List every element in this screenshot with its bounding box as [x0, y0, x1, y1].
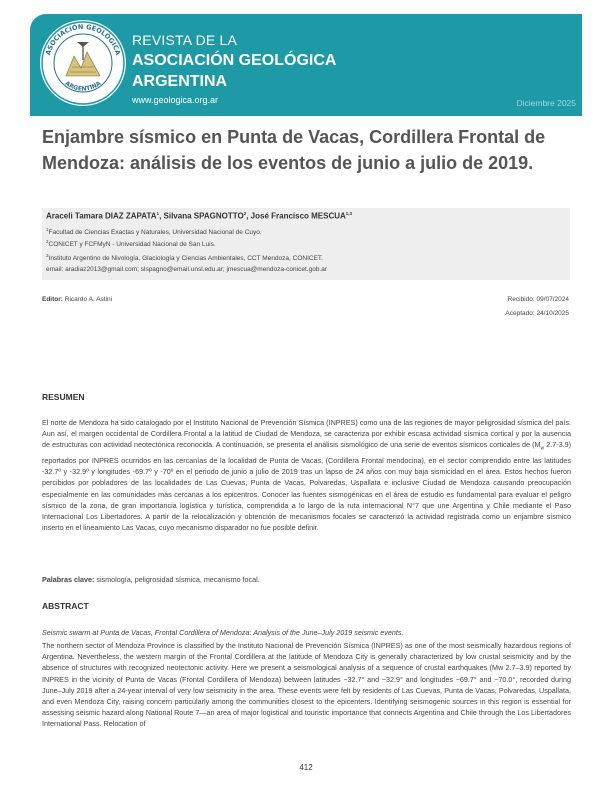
keywords-label: Palabras clave:: [42, 575, 95, 584]
author-affiliation-marker: 1,3: [345, 211, 353, 216]
abstract-heading: ABSTRACT: [42, 601, 89, 611]
author-list: [46, 211, 352, 221]
received-date: Recibido: 09/07/2024: [507, 296, 569, 303]
editor-name: Ricardo A. Astini: [64, 296, 113, 303]
affiliation-text: Facultad de Ciencias Exactas y Naturales, Universidad Nacional de Cuyo.: [48, 229, 262, 237]
logo-brand-lettering: [40, 20, 126, 106]
resumen-text-part-b: 2.7-3.9) reportados por INPRES ocurridos en las cercanías de la localidad de Punta de Vacas, (Cordillera Frontal mendocina), en el sector comprendido entre las latitudes -32.7º y -32.9º y longitudes -69.7º y -70º en el periodo de junio a julio de 2019 tras un lapso de 24 años con muy baja sismicidad en el área. Estos hechos fueron percibidos por pobladores de las localidades de Las Cuevas, Punta de Vacas, Polvaredas, Uspallata e inclusive Ciudad de Mendoza causando preocupación especialmente en las comunidades más cercanas a los epicentros. Conocer las fuentes sismogénicas en el área de estudio es fundamental para evaluar el peligro sísmico de la zona, de gran importancia logística y turística, comprendida a lo largo de la ruta internacional N°7 que une Argentina y Chile mediante el Paso Internacional Los Libertadores. A partir de la relocalización y obtención de mecanismos focales se caracterizó la actividad registrada como un enjambre sísmico inserto en el lineamiento Las Vacas, cuyo mecanismo disparador no fue posible definir.: [42, 440, 571, 533]
journal-revista-label: REVISTA DE LA: [132, 32, 238, 48]
resumen-subscript: w: [540, 445, 545, 452]
affiliation-marker: 2: [46, 239, 49, 244]
resumen-paragraph: [42, 417, 571, 533]
article-title: Enjambre sísmico en Punta de Vacas, Cordillera Frontal de Mendoza: análisis de los eventos de junio a julio de 2019.: [42, 127, 546, 173]
affiliation-text: Instituto Argentino de Nivología, Glaciología y Ciencias Ambientales, CCT Mendoza, CONICET.: [48, 255, 323, 263]
author-name: José Francisco MESCUA: [250, 211, 346, 221]
resumen-heading: RESUMEN: [42, 392, 85, 402]
svg-text:ARGENTINA: ARGENTINA: [63, 79, 103, 93]
affiliation: [46, 227, 262, 236]
editor-line: [42, 296, 112, 303]
page-number: 412: [299, 763, 313, 772]
affiliation-marker: 1: [46, 227, 49, 232]
author-separator: ,: [246, 211, 251, 221]
keywords-text: sismología, peligrosidad sísmica, mecanismo focal.: [94, 575, 260, 584]
journal-logo: [40, 20, 126, 106]
affiliation-text: CONICET y FCFMyN - Universidad Nacional de San Luis.: [48, 241, 216, 249]
affiliation-marker: 3: [46, 253, 49, 258]
accepted-date: Aceptado: 24/10/2025: [505, 310, 569, 317]
author-name: Araceli Tamara DIAZ ZAPATA: [46, 211, 157, 221]
author-emails[interactable]: email: aradiaz2013@gmail.com; slspagno@email.unsl.edu.ar; jmescua@mendoza-conicet.gob.ar: [46, 266, 328, 273]
keywords-line: [42, 575, 260, 584]
author-affiliation-marker: 1: [156, 211, 160, 216]
author-name: Silvana SPAGNOTTO: [163, 211, 244, 221]
affiliation: [46, 253, 323, 262]
affiliation: [46, 239, 216, 248]
journal-name-line1: ASOCIACIÓN GEOLÓGICA: [132, 52, 337, 69]
journal-url[interactable]: www.geologica.org.ar: [132, 95, 219, 105]
author-block: [42, 208, 570, 280]
editor-label: Editor:: [42, 296, 63, 303]
issue-date: Diciembre 2025: [516, 98, 576, 108]
abstract-paragraph: The northern sector of Mendoza Province is classified by the Instituto Nacional de Prevención Sísmica (INPRES) as one of the most seismically hazardous regions of Argentina. Nevertheless, the western margin of the Frontal Cordillera at the latitude of Mendoza City is generally characterized by low crustal seismicity and by the absence of structures with recognized neotectonic activity. Here we present a seismological analysis of a sequence of crustal earthquakes (Mw 2.7–3.9) reported by INPRES in the vicinity of Punta de Vacas (Frontal Cordillera of Mendoza) between latitudes −32.7° and −32.9° and longitudes −69.7° and −70.0°, recorded during June–July 2019 after a 24-year interval of very low seismicity in the area. These events were felt by residents of Las Cuevas, Punta de Vacas, Polvaredas, Uspallata, and even Mendoza City, raising concern particularly among the communities closest to the epicenters. Identifying seismogenic sources in this region is essential for assessing seismic hazard along National Route 7—an area of major logistical and touristic importance that connects Argentina and Chile through the Los Libertadores International Pass. Relocation of: [42, 641, 571, 729]
abstract-english-title: Seismic swarm at Punta de Vacas, Frontal Cordillera of Mendoza: Analysis of the June–July 2019 seismic events.: [42, 628, 404, 637]
author-affiliation-marker: 2: [243, 211, 247, 216]
resumen-text-part-a: El norte de Mendoza ha sido catalogado por el Instituto Nacional de Prevención Sísmica (INPRES) como una de las regiones de mayor peligrosidad sísmica del país. Aun así, el margen occidental de Cordillera Frontal a la latitud de Ciudad de Mendoza, se caracteriza por exhibir escasa actividad sísmica cortical y por la ausencia de estructuras con actividad neotectónica reconocida. A continuación, se presenta el análisis sismológico de una serie de eventos sísmicos corticales de (M: [42, 418, 571, 450]
journal-name-line2: ARGENTINA: [132, 73, 228, 90]
svg-text:ASOCIACIÓN GEOLÓGICA: ASOCIACIÓN GEOLÓGICA: [43, 22, 123, 57]
author-separator: ,: [159, 211, 164, 221]
